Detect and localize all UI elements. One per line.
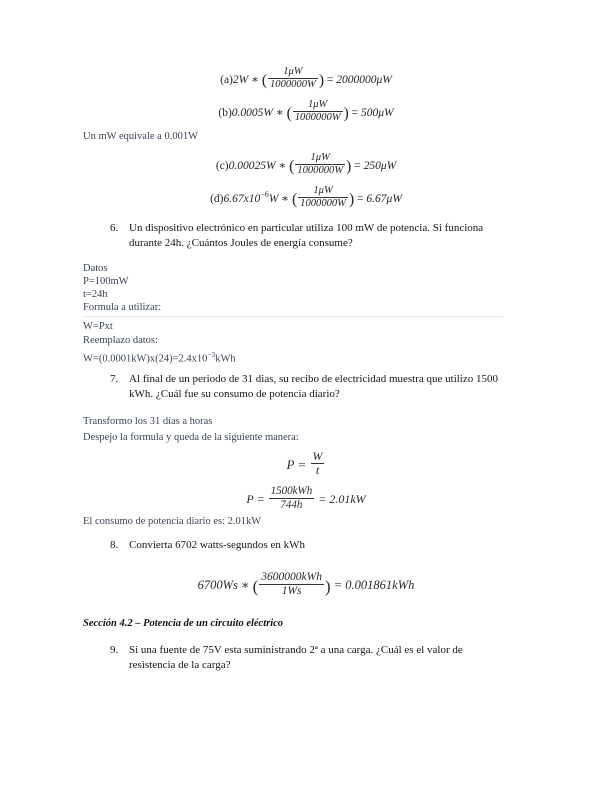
equation-d-lhs-unit: W xyxy=(268,192,279,205)
equation-a-equals: = xyxy=(326,73,334,86)
question-6-work-line-7 xyxy=(83,348,236,366)
equation-d-result: 6.67μW xyxy=(366,192,402,205)
equation-d-denominator: 1000000W xyxy=(300,198,346,210)
equation-c-result: 250μW xyxy=(363,159,397,172)
formula-1-equals: = xyxy=(297,456,307,472)
equation-b-open-paren: ( xyxy=(286,104,292,122)
equation-d-exponent: −6 xyxy=(260,190,269,200)
equation-a-denominator: 1000000W xyxy=(269,79,316,91)
question-7-formula-1-expression xyxy=(286,449,326,478)
equation-a xyxy=(0,68,612,93)
question-7-work-line-2: Despejo la formula y queda de la siguiente manera: xyxy=(83,432,299,443)
equation-d-label: (d) xyxy=(210,192,224,205)
question-7-text: Al final de un periodo de 31 dias, su recibo de electricidad muestra que utilizo 1500 kWh. ¿Cuál fue su consumo de potencia diario? xyxy=(129,373,498,400)
question-6-number: 6. xyxy=(110,222,119,234)
formula-2-numerator: 1500kWh xyxy=(270,485,313,498)
question-8-open-paren: ( xyxy=(252,576,259,596)
equation-c-fraction xyxy=(295,152,345,177)
question-7-formula-1 xyxy=(0,449,612,480)
equation-c-label: (c) xyxy=(215,159,229,172)
equation-c-denominator: 1000000W xyxy=(297,165,344,177)
equation-a-fraction xyxy=(268,66,318,91)
equation-c-equals: = xyxy=(354,159,361,172)
work-separator-rule xyxy=(83,316,503,317)
equation-a-label: (a) xyxy=(220,73,233,86)
equation-b-denominator: 1000000W xyxy=(294,112,341,124)
question-8 xyxy=(110,538,510,553)
equation-c-numerator: 1μW xyxy=(295,152,345,165)
equation-b-equals: = xyxy=(351,106,359,119)
formula-2-fraction xyxy=(269,485,315,511)
question-8-equation-expression xyxy=(197,571,415,597)
note-milliwatt-equivalence: Un mW equivale a 0.001W xyxy=(83,131,198,142)
equation-b-numerator: 1μW xyxy=(293,99,343,112)
question-6-work-line-4: Formula a utilizar: xyxy=(83,302,162,313)
question-6-result-exponent: −3 xyxy=(207,350,216,359)
formula-2-result: 2.01kW xyxy=(329,491,366,506)
equation-a-lhs: 2W xyxy=(232,73,249,86)
question-7-formula-2 xyxy=(0,487,612,513)
equation-c-close-paren: ) xyxy=(346,157,352,175)
question-7-work-line-1: Transformo los 31 días a horas xyxy=(83,416,213,427)
question-8-denominator: 1Ws xyxy=(281,585,302,597)
equation-d xyxy=(0,187,612,212)
question-8-result: 0.001861kWh xyxy=(345,578,415,593)
question-6-result-prefix: W=(0.0001kW)x(24)=2.4x10 xyxy=(83,353,208,365)
equation-b-fraction xyxy=(293,99,343,124)
question-6-work-line-3: t=24h xyxy=(83,289,108,300)
section-heading-4-2: Sección 4.2 – Potencia de un circuito eléctrico xyxy=(83,618,284,629)
question-8-operator: ∗ xyxy=(241,578,250,593)
question-6 xyxy=(110,221,505,250)
question-8-text: Convierta 6702 watts-segundos en kWh xyxy=(129,539,305,551)
equation-b-result: 500μW xyxy=(361,106,394,119)
formula-1-numerator: W xyxy=(312,449,323,464)
question-6-text: Un dispositivo electrónico en particular utiliza 100 mW de potencia. Si funciona durante 24h. ¿Cuántos Joules de energía consume? xyxy=(129,222,484,249)
formula-2-lhs: P xyxy=(246,491,254,506)
formula-2-equals: = xyxy=(256,491,265,506)
question-8-close-paren: ) xyxy=(324,576,331,596)
equation-c-open-paren: ( xyxy=(289,157,295,175)
question-6-work-line-5: W=Pxt xyxy=(83,321,113,332)
equation-c-operator: ∗ xyxy=(278,159,287,172)
formula-1-fraction xyxy=(311,450,325,478)
question-8-numerator: 3600000kWh xyxy=(261,571,322,584)
equation-d-close-paren: ) xyxy=(349,190,355,208)
question-8-fraction xyxy=(259,571,324,598)
equation-a-numerator: 1μW xyxy=(268,66,318,79)
question-8-number: 8. xyxy=(110,539,119,551)
equation-d-operator: ∗ xyxy=(281,192,290,205)
question-9 xyxy=(110,643,510,672)
question-6-result-suffix: kWh xyxy=(215,353,236,365)
equation-b-label: (b) xyxy=(218,106,232,119)
equation-b-operator: ∗ xyxy=(275,106,284,119)
question-7-number: 7. xyxy=(110,373,119,385)
question-6-work-line-1: Datos xyxy=(83,263,108,274)
equation-d-numerator: 1μW xyxy=(298,185,348,198)
equation-d-equals: = xyxy=(357,192,364,205)
question-6-work-line-6: Reemplazo datos: xyxy=(83,335,158,346)
equation-c xyxy=(0,154,612,179)
equation-d-lhs-base: 6.67x10 xyxy=(223,192,261,205)
equation-c-lhs: 0.00025W xyxy=(228,159,276,172)
equation-d-open-paren: ( xyxy=(291,190,298,208)
question-7 xyxy=(110,372,510,401)
formula-1-lhs: P xyxy=(286,456,295,472)
equation-a-open-paren: ( xyxy=(261,71,267,89)
equation-b-lhs: 0.0005W xyxy=(231,106,273,119)
formula-2-denominator: 744h xyxy=(280,498,303,511)
equation-b xyxy=(0,101,612,126)
question-8-equation xyxy=(0,573,612,600)
question-6-work-line-2: P=100mW xyxy=(83,276,129,287)
equation-a-close-paren: ) xyxy=(318,71,324,89)
formula-2-equals-2: = xyxy=(318,491,327,506)
question-9-text: Si una fuente de 75V esta suministrando 2ª a una carga. ¿Cuál es el valor de resistencia de la carga? xyxy=(129,644,463,671)
question-8-lhs: 6700Ws xyxy=(197,578,238,593)
question-9-number: 9. xyxy=(110,644,119,656)
question-7-conclusion: El consumo de potencia diario es: 2.01kW xyxy=(83,516,262,527)
equation-a-operator: ∗ xyxy=(251,73,259,86)
equation-d-fraction xyxy=(298,185,348,210)
formula-1-denominator: t xyxy=(315,463,320,478)
equation-b-close-paren: ) xyxy=(343,104,349,122)
equation-a-result: 2000000μW xyxy=(336,73,392,86)
question-7-formula-2-expression xyxy=(246,485,366,511)
question-8-equals: = xyxy=(333,578,343,593)
